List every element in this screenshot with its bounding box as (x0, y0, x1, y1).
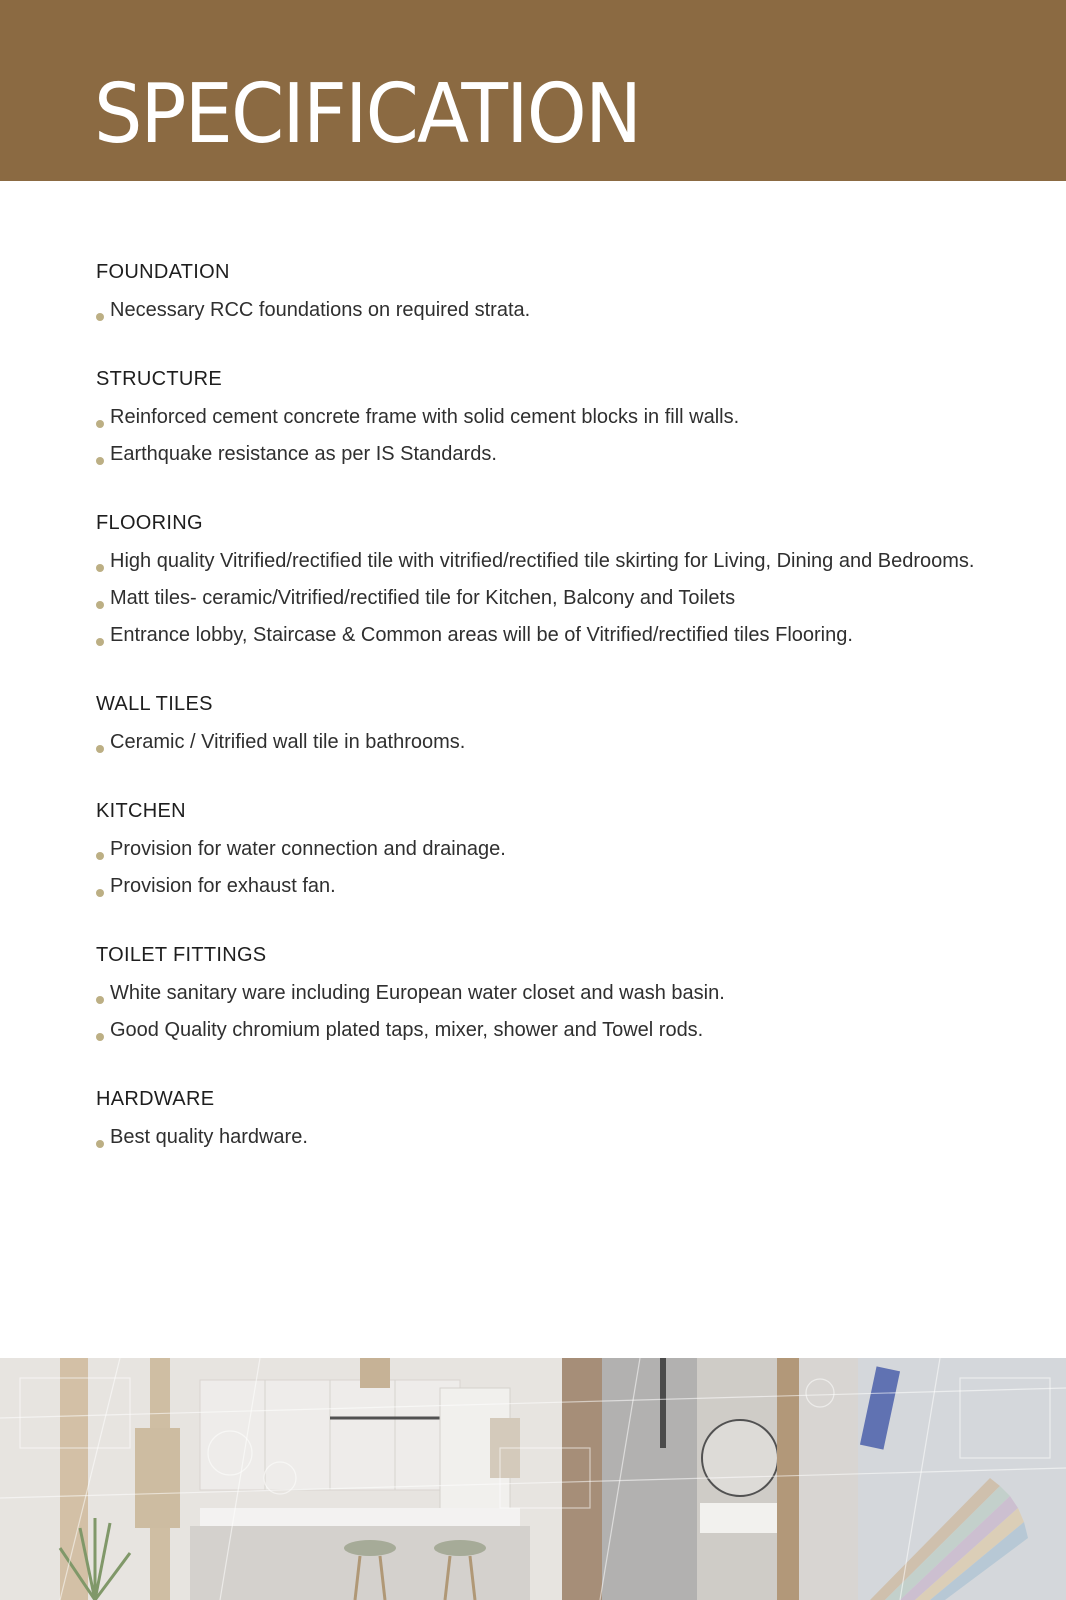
bullet-icon (96, 852, 104, 860)
item-text: Matt tiles- ceramic/Vitrified/rectified tile for Kitchen, Balcony and Toilets (110, 587, 736, 609)
bullet-icon (96, 889, 104, 897)
item-text: Earthquake resistance as per IS Standards. (110, 443, 497, 465)
bullet-icon (96, 313, 104, 321)
section-hardware (96, 1085, 996, 1156)
item-text: Necessary RCC foundations on required strata. (110, 299, 531, 321)
bullet-icon (96, 420, 104, 428)
section-title: FLOORING (96, 512, 203, 534)
item-text: Reinforced cement concrete frame with solid cement blocks in fill walls. (110, 406, 740, 428)
item-text: High quality Vitrified/rectified tile with vitrified/rectified tile skirting for Living, Dining and Bedrooms. (110, 550, 975, 572)
section-title: KITCHEN (96, 800, 186, 822)
bullet-icon (96, 638, 104, 646)
item-text: Provision for water connection and drainage. (110, 838, 506, 860)
bullet-icon (96, 564, 104, 572)
section-title: HARDWARE (96, 1088, 215, 1110)
section-foundation (96, 258, 996, 329)
item-text: White sanitary ware including European water closet and wash basin. (110, 982, 725, 1004)
bullet-icon (96, 745, 104, 753)
list-item (96, 1119, 996, 1156)
list-item (96, 436, 996, 473)
list-item (96, 831, 996, 868)
list-item (96, 724, 996, 761)
section-structure (96, 365, 996, 473)
section-title: WALL TILES (96, 693, 213, 715)
page-title: SPECIFICATION (94, 67, 641, 162)
section-toilet-fittings (96, 941, 996, 1049)
item-text: Ceramic / Vitrified wall tile in bathrooms. (110, 731, 466, 753)
list-item (96, 399, 996, 436)
section-wall-tiles (96, 690, 996, 761)
item-text: Best quality hardware. (110, 1126, 308, 1148)
list-item (96, 617, 996, 654)
specification-list (96, 258, 996, 1192)
section-title: TOILET FITTINGS (96, 944, 267, 966)
list-item (96, 543, 996, 580)
interior-photo-illustration (0, 1358, 1066, 1600)
item-text: Provision for exhaust fan. (110, 875, 336, 897)
bullet-icon (96, 601, 104, 609)
bullet-icon (96, 996, 104, 1004)
header-banner (0, 0, 1066, 181)
list-item (96, 975, 996, 1012)
list-item (96, 868, 996, 905)
section-flooring (96, 509, 996, 654)
bullet-icon (96, 1140, 104, 1148)
bullet-icon (96, 457, 104, 465)
list-item (96, 580, 996, 617)
list-item (96, 1012, 996, 1049)
item-text: Good Quality chromium plated taps, mixer, shower and Towel rods. (110, 1019, 704, 1041)
section-kitchen (96, 797, 996, 905)
section-title: STRUCTURE (96, 368, 223, 390)
bullet-icon (96, 1033, 104, 1041)
section-title: FOUNDATION (96, 261, 230, 283)
item-text: Entrance lobby, Staircase & Common areas will be of Vitrified/rectified tiles Flooring. (110, 624, 853, 646)
interior-photo-collage (0, 1358, 1066, 1600)
list-item (96, 292, 996, 329)
